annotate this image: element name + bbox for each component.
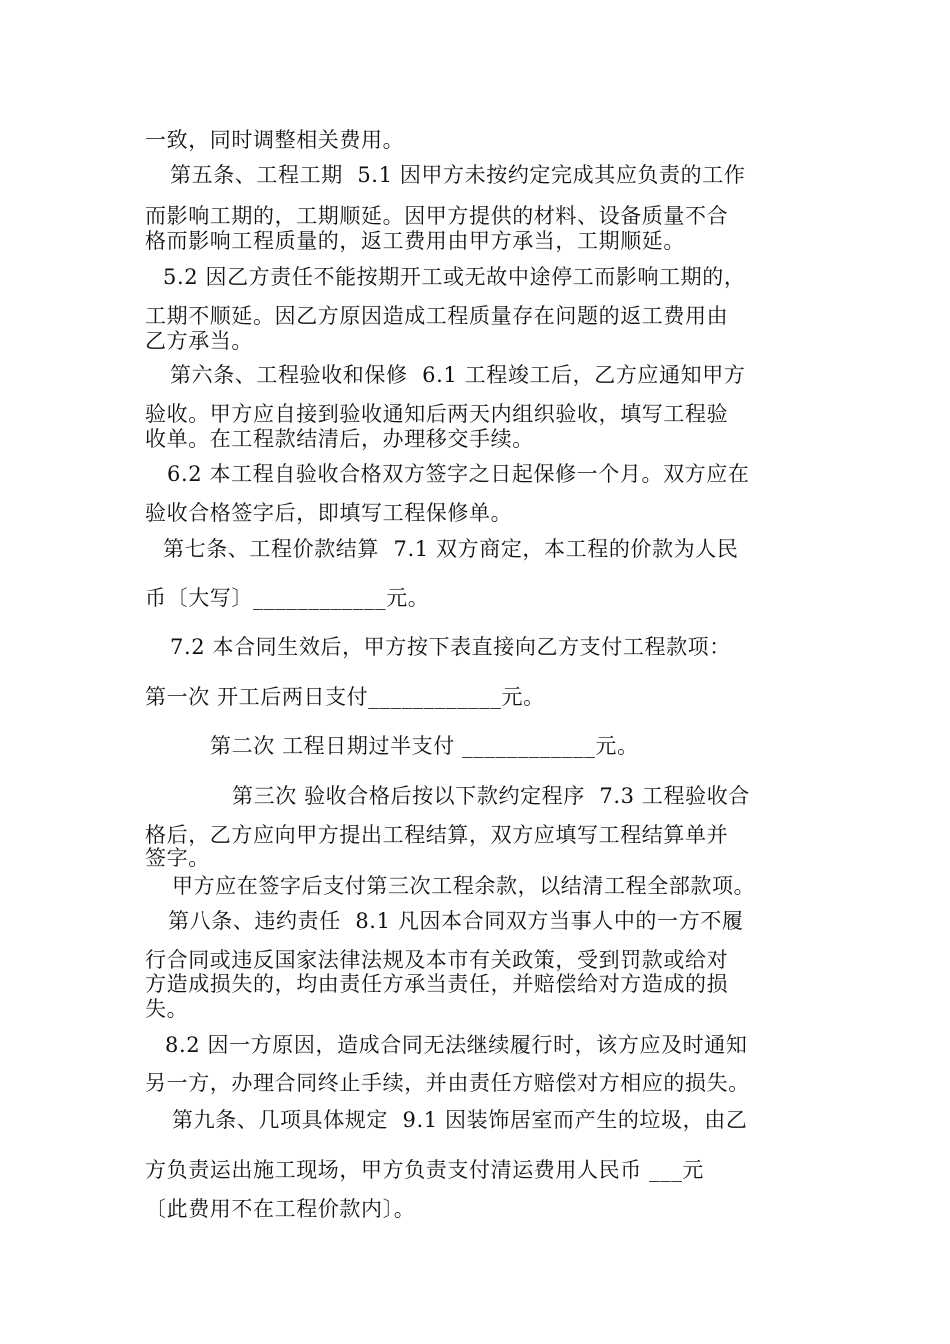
text-line: 〔此费用不在工程价款内〕。 bbox=[145, 1197, 416, 1221]
text-line: 第九条、几项具体规定 9.1 因装饰居室而产生的垃圾，由乙 bbox=[172, 1108, 748, 1132]
text-line: 第三次 验收合格后按以下款约定程序 7.3 工程验收合 bbox=[232, 784, 750, 808]
text-line: 第六条、工程验收和保修 6.1 工程竣工后，乙方应通知甲方 bbox=[170, 363, 746, 387]
text-line: 第七条、工程价款结算 7.1 双方商定，本工程的价款为人民 bbox=[163, 537, 739, 561]
text-line: 验收合格签字后，即填写工程保修单。 bbox=[145, 501, 513, 525]
text-line: 收单。在工程款结清后，办理移交手续。 bbox=[145, 427, 534, 451]
text-line: 5.2 因乙方责任不能按期开工或无故中途停工而影响工期的， bbox=[163, 265, 746, 289]
text-line: 第一次 开工后两日支付____________元。 bbox=[145, 685, 545, 709]
text-line: 第八条、违约责任 8.1 凡因本合同双方当事人中的一方不履 bbox=[168, 909, 744, 933]
text-line: 7.2 本合同生效后，甲方按下表直接向乙方支付工程款项： bbox=[170, 635, 731, 659]
text-line: 方负责运出施工现场，甲方负责支付清运费用人民币 ___元 bbox=[145, 1158, 704, 1182]
text-line: 甲方应在签字后支付第三次工程余款，以结清工程全部款项。 bbox=[172, 874, 756, 898]
text-line: 一致，同时调整相关费用。 bbox=[145, 128, 405, 152]
text-line: 另一方，办理合同终止手续，并由责任方赔偿对方相应的损失。 bbox=[145, 1071, 750, 1095]
text-line: 而影响工期的，工期顺延。因甲方提供的材料、设备质量不合 bbox=[145, 204, 729, 228]
text-line: 工期不顺延。因乙方原因造成工程质量存在问题的返工费用由 bbox=[145, 304, 729, 328]
text-line: 8.2 因一方原因，造成合同无法继续履行时，该方应及时通知 bbox=[165, 1033, 748, 1057]
text-line: 验收。甲方应自接到验收通知后两天内组织验收，填写工程验 bbox=[145, 402, 729, 426]
text-line: 签字。 bbox=[145, 846, 210, 870]
text-line: 失。 bbox=[145, 997, 189, 1021]
text-line: 第五条、工程工期 5.1 因甲方未按约定完成其应负责的工作 bbox=[170, 163, 746, 187]
text-line: 格而影响工程质量的，返工费用由甲方承当，工期顺延。 bbox=[145, 229, 685, 253]
text-line: 6.2 本工程自验收合格双方签字之日起保修一个月。双方应在 bbox=[167, 462, 750, 486]
text-line: 第二次 工程日期过半支付 ____________元。 bbox=[210, 734, 639, 758]
text-line: 行合同或违反国家法律法规及本市有关政策，受到罚款或给对 bbox=[145, 948, 729, 972]
text-line: 方造成损失的，均由责任方承当责任，并赔偿给对方造成的损 bbox=[145, 972, 729, 996]
text-line: 格后，乙方应向甲方提出工程结算，双方应填写工程结算单并 bbox=[145, 823, 729, 847]
text-line: 币〔大写〕____________元。 bbox=[145, 586, 430, 610]
text-line: 乙方承当。 bbox=[145, 329, 253, 353]
